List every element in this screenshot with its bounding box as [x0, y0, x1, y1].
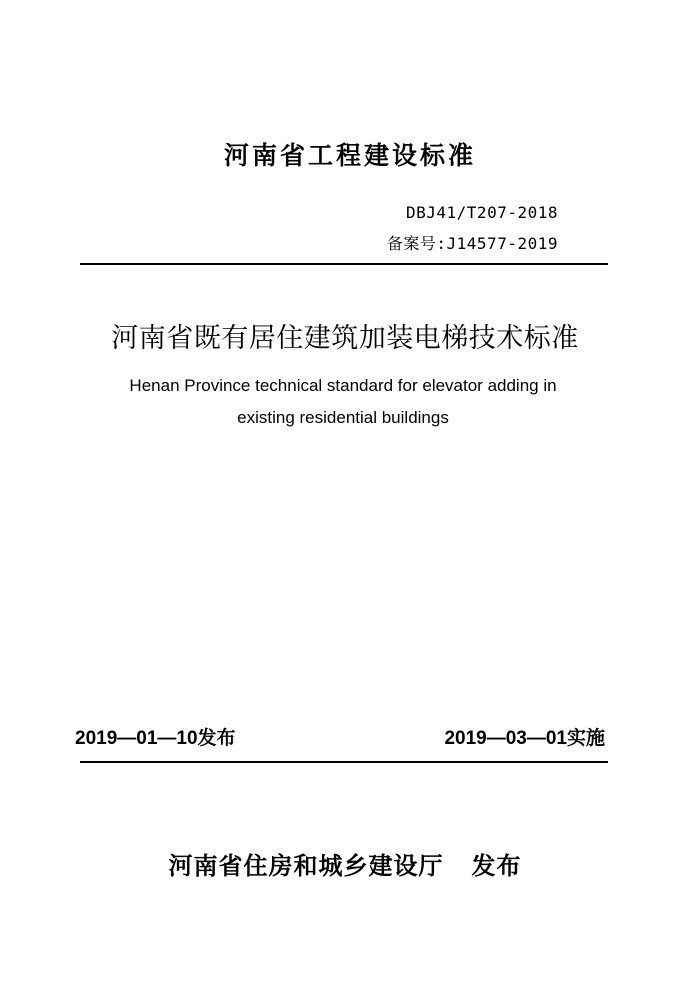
issue-date: 2019—01—10发布: [75, 728, 236, 749]
bottom-divider: [80, 761, 608, 763]
document-title-en-line2: existing residential buildings: [237, 408, 449, 427]
document-title-en: [0, 370, 686, 434]
document-title-cn: 河南省既有居住建筑加装电梯技术标准: [111, 323, 579, 354]
document-code: DBJ41/T207-2018: [406, 203, 558, 222]
publisher-name: 河南省住房和城乡建设厅: [168, 852, 444, 880]
record-number: 备案号:J14577-2019: [386, 234, 558, 253]
top-divider: [80, 263, 608, 265]
publisher-action: 发布: [471, 852, 522, 880]
implementation-date: 2019—03—01实施: [444, 728, 605, 749]
document-title-en-line1: Henan Province technical standard for elevator adding in: [129, 376, 557, 395]
standard-category-title: 河南省工程建设标准: [223, 141, 476, 170]
publisher-line: [0, 846, 690, 881]
